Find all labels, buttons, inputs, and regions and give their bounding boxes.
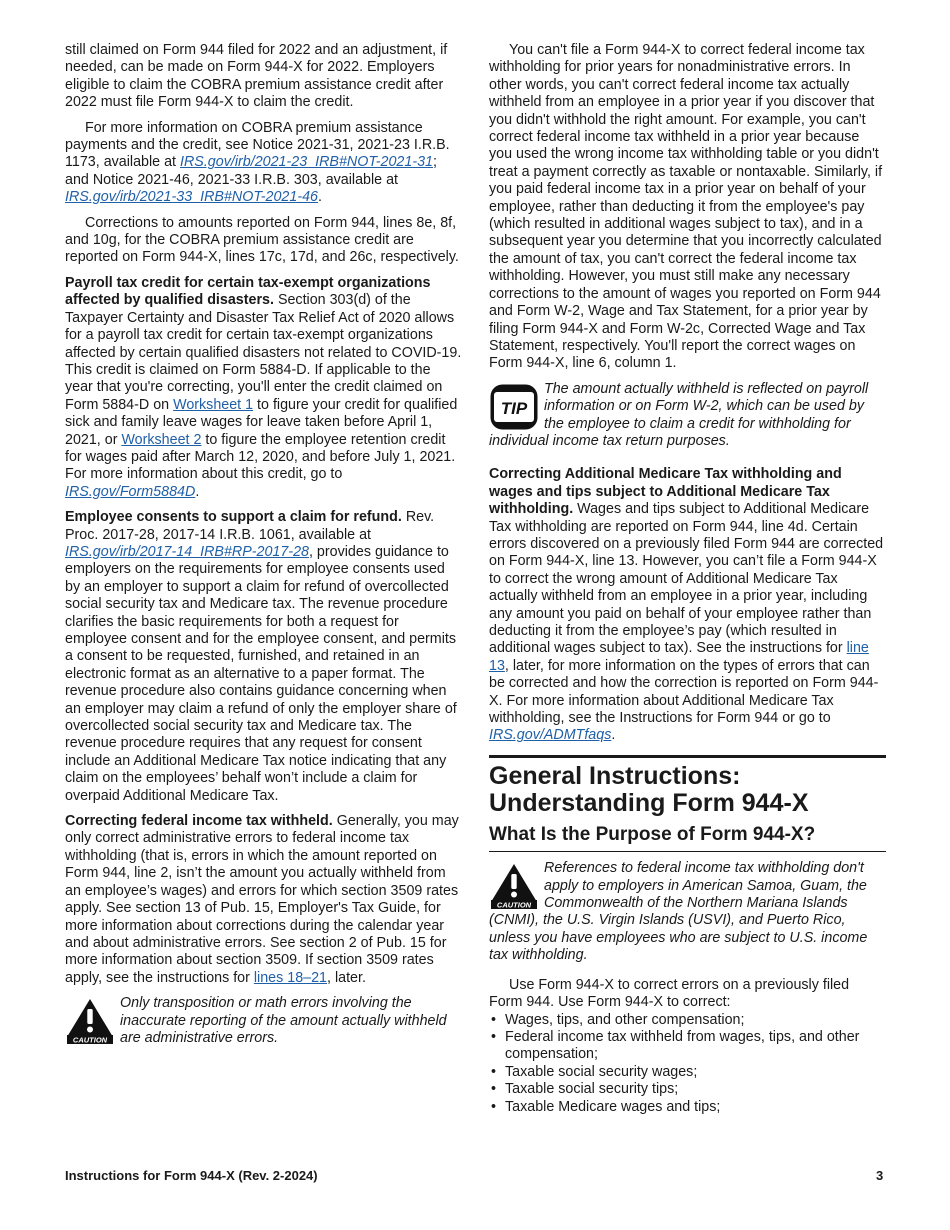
caution-callout-admin-errors (65, 995, 462, 1047)
bullet-item: • Wages, tips, and other compensation; (489, 1012, 886, 1029)
admt-faqs-link[interactable]: IRS.gov/ADMTfaqs (489, 727, 612, 744)
caution-icon (489, 862, 539, 910)
svg-text:TIP: TIP (500, 398, 528, 418)
worksheet-1-link[interactable]: Worksheet 1 (173, 396, 254, 413)
cobra-notice-paragraph: For more information on COBRA premium assistance payments and the credit, see Notice 2021-31, 2021-23 I.R.B. 1173, available at IRS.gov/irb/2021-23_IRB#NOT-2021-31; and Notice 2021-46, 2021-33 I.R.B. 303, available at IRS.gov/irb/2021-33_IRB#NOT-2021-46. (65, 119, 450, 206)
caution-icon (65, 997, 115, 1045)
cobra-corrections-paragraph: Corrections to amounts reported on Form 944, lines 8e, 8f, and 10g, for the COBRA premium assistance credit are reported on Form 944-X, lines 17c, 17d, and 26c, respectively. (65, 214, 459, 266)
caution-text: References to federal income tax withholding don't apply to employers in American Samoa, Guam, the Commonwealth of the Northern Mariana Islands (CNMI), the U.S. Virgin Islands (USVI), and Puerto Rico, unless you have employees who are subject to U.S. income tax withholding. (489, 860, 868, 964)
bullet-item: • Taxable Medicare wages and tips; (489, 1099, 886, 1116)
svg-text:CAUTION: CAUTION (496, 900, 532, 910)
left-column (65, 42, 462, 1059)
correcting-fit-heading: Correcting federal income tax withheld. (65, 813, 333, 830)
additional-medicare-heading: Correcting Additional Medicare Tax withholding and wages and tips subject to Additional Medicare Tax withholding. (489, 466, 842, 518)
employee-consents-heading: Employee consents to support a claim for refund. (65, 509, 402, 526)
line-13-link[interactable]: line 13 (489, 640, 869, 674)
payroll-tax-credit-paragraph: Payroll tax credit for certain tax-exempt organizations affected by qualified disasters. Section 303(d) of the Taxpayer Certainty and Disaster Tax Relief Act of 2020 allows for a payroll tax credit for certain tax-exempt organizations affected by certain qualified disasters not related to COVID-19. This credit is claimed on Form 5884-D. If applicable to the year that you're correcting, you'll enter the credit claimed on Form 5884-D on Worksheet 1 to figure your credit for qualified sick and family leave wages for leave taken before April 1, 2021, or Worksheet 2 to figure the employee retention credit for wages paid after March 12, 2020, and before July 1, 2021. For more information about this credit, go to IRS.gov/Form5884D. (65, 274, 462, 500)
footer-title: Instructions for Form 944-X (Rev. 2-2024) (65, 1168, 318, 1183)
worksheet-2-link[interactable]: Worksheet 2 (121, 431, 202, 448)
right-column (489, 42, 886, 1116)
form5884d-link[interactable]: IRS.gov/Form5884D (65, 483, 196, 500)
cobra-continuation-paragraph: still claimed on Form 944 filed for 2022 and an adjustment, if needed, can be made on Form 944-X for 2022. Employers eligible to claim the COBRA premium assistance credit after 2022 must file Form 944-X to claim the credit. (65, 42, 448, 111)
irb-2021-33-link[interactable]: IRS.gov/irb/2021-33_IRB#NOT-2021-46 (65, 189, 318, 206)
bullet-item: • Taxable social security wages; (489, 1064, 886, 1081)
purpose-heading: What Is the Purpose of Form 944-X? (489, 826, 886, 852)
nonadministrative-errors-paragraph: You can't file a Form 944-X to correct federal income tax withholding for prior years for nonadministrative errors. In other words, you can't correct federal income tax actually withheld from an employee in a prior year if you discover that you didn't withhold the right amount. For example, you can't correct federal income tax withheld in a prior year because you used the wrong income tax withholding table or you didn't treat a payment correctly as taxable or nontaxable. Similarly, if you paid federal income tax in a prior year on behalf of your employee, rather than deducting it from the employee's pay (which resulted in additional wages subject to tax), and in a subsequent year you determine that you incorrectly calculated the amount of tax, you can't correct the federal income tax withholding. However, you must still make any necessary corrections to the amount of wages you reported on Form 944 and Form W-2, Wage and Tax Statement, for a prior year by filing Form 944-X and Form W-2c, Corrected Wage and Tax Statement, respectively. You'll report the correct wages on Form 944-X, line 6, column 1. (489, 42, 883, 372)
bullet-item: • Taxable social security tips; (489, 1081, 886, 1098)
use-form-paragraph: Use Form 944-X to correct errors on a previously filed Form 944. Use Form 944-X to correct: (489, 976, 850, 1011)
irb-2021-23-link[interactable]: IRS.gov/irb/2021-23_IRB#NOT-2021-31 (180, 154, 433, 171)
payroll-tax-credit-heading: Payroll tax credit for certain tax-exempt organizations affected by qualified disasters. (65, 274, 431, 309)
rev-proc-2017-28-link[interactable]: IRS.gov/irb/2017-14_IRB#RP-2017-28 (65, 543, 309, 560)
caution-callout-territories (489, 860, 886, 964)
tip-callout (489, 381, 886, 451)
bullet-item: • Federal income tax withheld from wages, tips, and other compensation; (489, 1029, 886, 1064)
employee-consents-paragraph: Employee consents to support a claim for refund. Rev. Proc. 2017-28, 2017-14 I.R.B. 1061, available at IRS.gov/irb/2017-14_IRB#RP-2017-28, provides guidance to employers on the requirements for employee consents used by an employer to support a claim for refund of overcollected social security tax and Medicare tax. The revenue procedure clarifies the basic requirements for both a request for employee consent and for the employee consent, and permits a consent to be requested, furnished, and retained in an electronic format as an alternative to a paper format. The revenue procedure also contains guidance concerning when an employer may claim a refund of only the employer share of overcollected social security tax and Medicare tax. The revenue procedure requires that any request for consent include an Additional Medicare Tax notice indicating that any claim on the employees’ behalf won’t include a claim for overpaid Additional Medicare Tax. (65, 509, 457, 804)
tip-icon (489, 383, 539, 431)
page-number: 3 (876, 1168, 884, 1183)
lines-18-21-link[interactable]: lines 18–21 (253, 969, 328, 986)
svg-text:CAUTION: CAUTION (72, 1035, 108, 1045)
general-instructions-heading: General Instructions: Understanding Form 944-X (489, 755, 886, 817)
tip-text: The amount actually withheld is reflected on payroll information or on Form W-2, which can be used by the employee to claim a credit for withholding for individual income tax return purposes. (489, 380, 869, 449)
correcting-fit-paragraph: Correcting federal income tax withheld. Generally, you may only correct administrative errors to federal income tax withholding (that is, errors in which the amount reported on Form 944, line 2, isn’t the amount you actually withheld from an employee’s wages) and errors for which section 3509 rates apply. See section 13 of Pub. 15, Employer's Tax Guide, for more information about corrections during the calendar year and about administrative errors. See section 2 of Pub. 15 for more information about section 3509. If section 3509 rates apply, see the instructions for lines 18–21, later. (65, 813, 459, 986)
additional-medicare-paragraph: Correcting Additional Medicare Tax withholding and wages and tips subject to Additional Medicare Tax withholding. Wages and tips subject to Additional Medicare Tax withholding are reported on Form 944, line 4d. Certain errors discovered on a previously filed Form 944 are corrected on Form 944-X, line 13. However, you can’t file a Form 944-X to correct the wrong amount of Additional Medicare Tax actually withheld from an employee in a prior year, including any amount you paid on behalf of your employee rather than deducting it from the employee’s pay (which resulted in additional wages subject to tax). See the instructions for line 13, later, for more information on the types of errors that can be corrected and how the correction is reported on Form 944-X. For more information about Additional Medicare Tax withholding, see the Instructions for Form 944 or go to IRS.gov/ADMTfaqs. (489, 466, 884, 744)
caution-text: Only transposition or math errors involving the inaccurate reporting of the amount actually withheld are administrative errors. (120, 995, 447, 1046)
